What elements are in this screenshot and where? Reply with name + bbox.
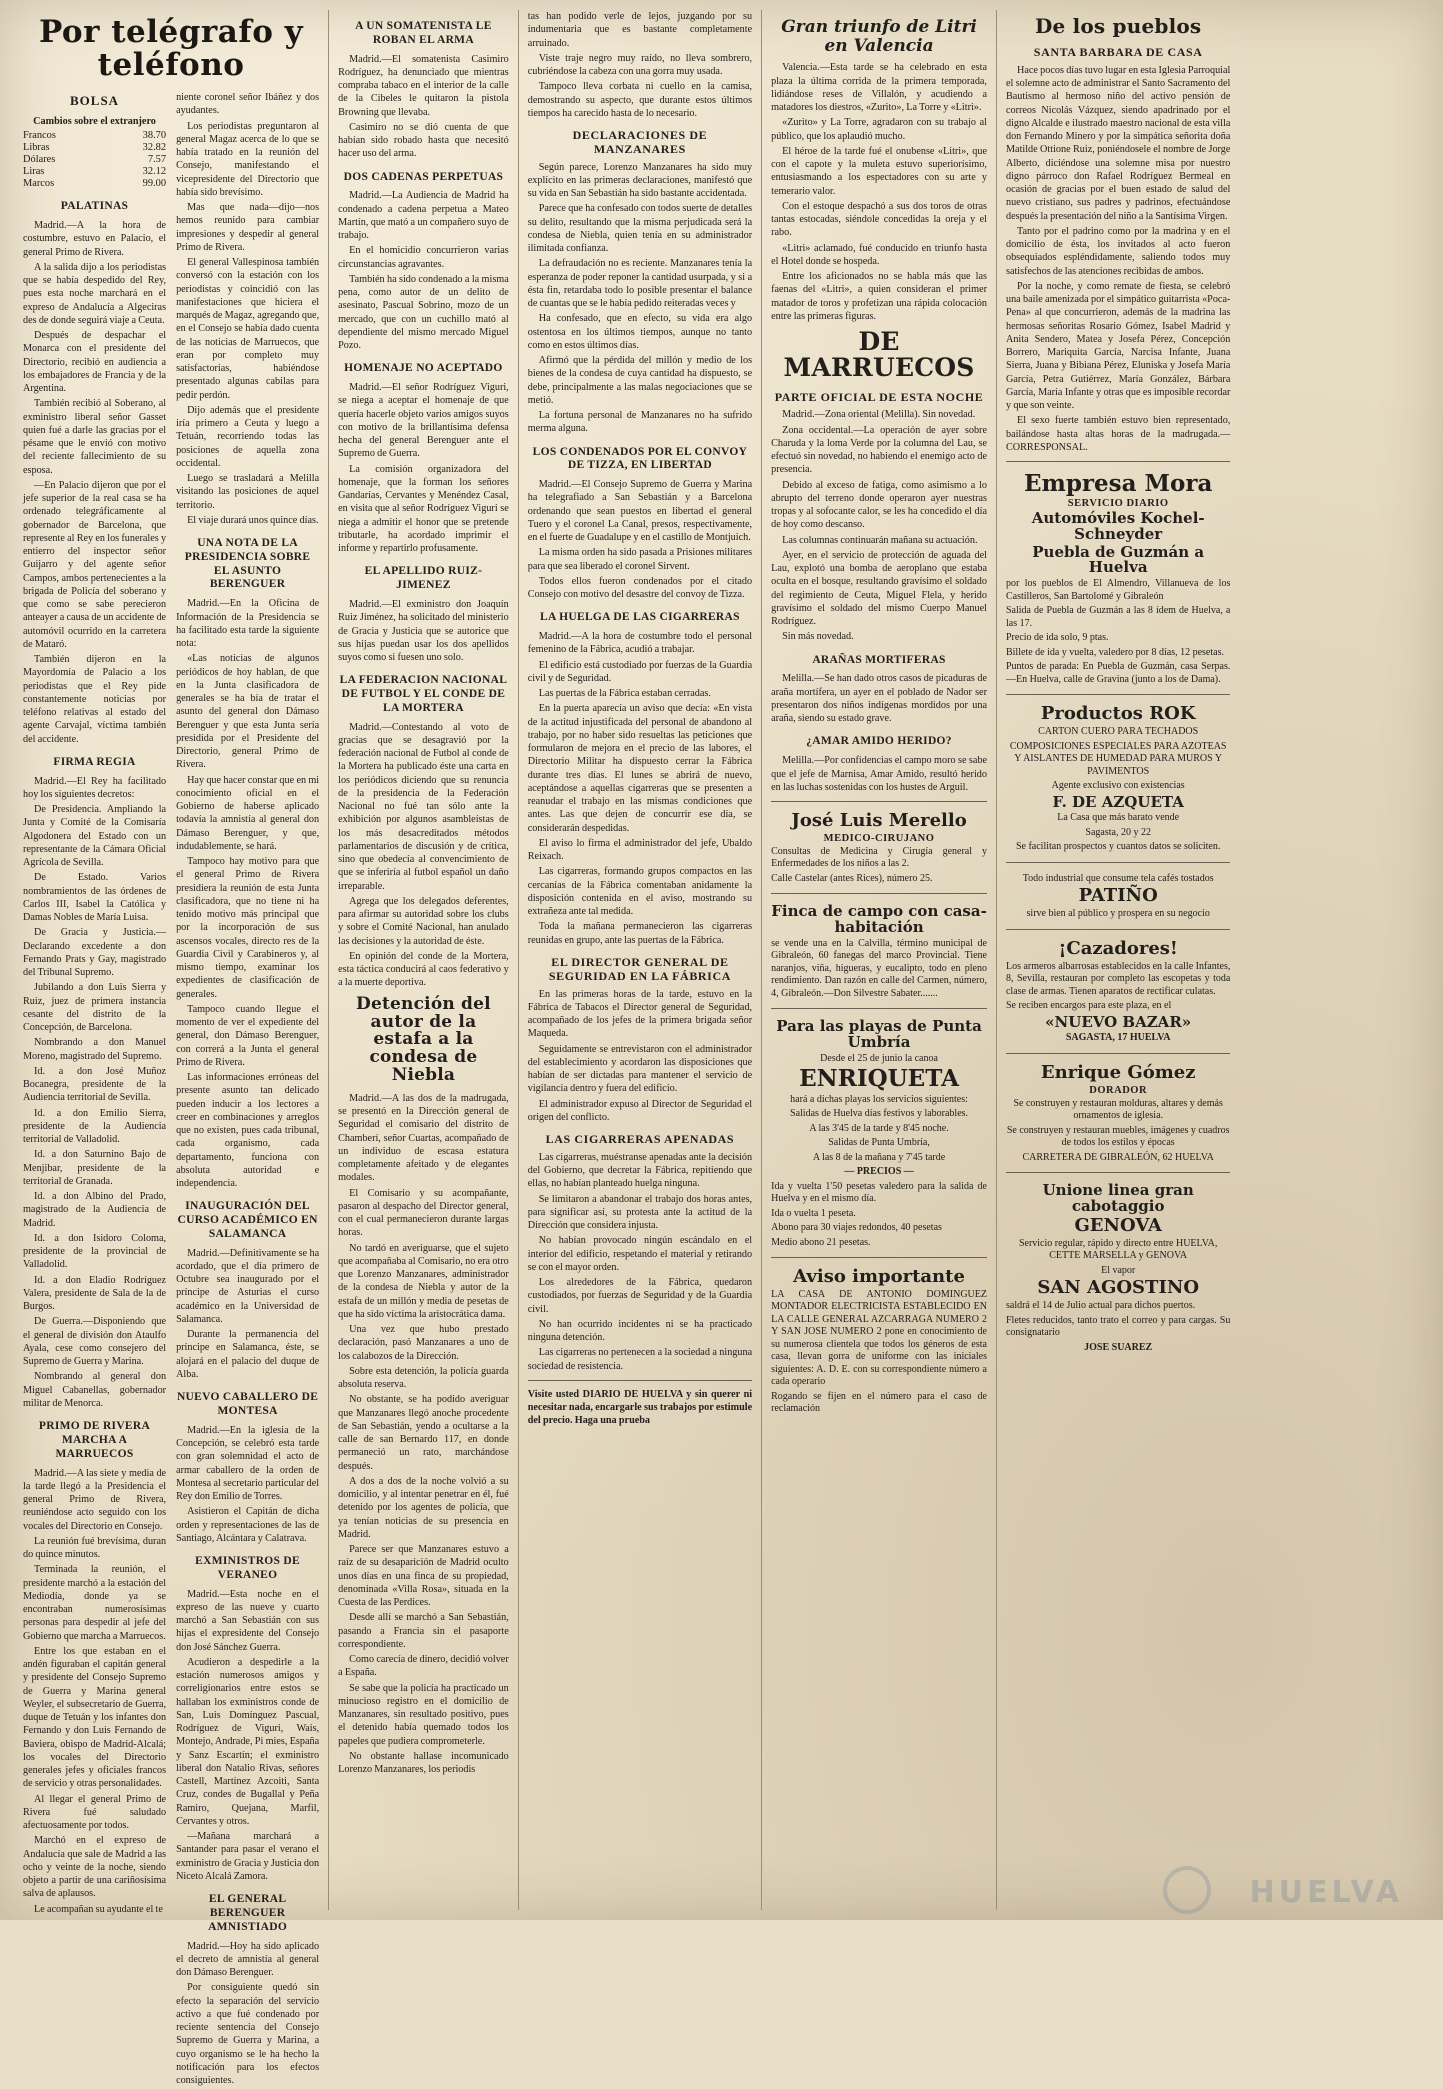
headline-santa-barbara: SANTA BARBARA DE CASA <box>1033 45 1203 59</box>
paragraph: «Zurito» y La Torre, agradaron con su trabajo al público, que los aplaudió mucho. <box>771 117 987 142</box>
paragraph: niente coronel señor Ibáñez y dos ayudantes. <box>176 92 320 117</box>
ad-line: Consultas de Medicina y Cirugía general y Enfermedades de los niños a las 2. <box>771 845 987 870</box>
paragraph: Madrid.—El Consejo Supremo de Guerra y Marina ha telegrafiado a San Sebastián y a Barcelona ordenando que sean puestos en libertad el general Tuero y el coronel La Canal, presos, respectivamente, en el fuerte de Guadalupe y en el castillo de Montjuich. <box>527 479 753 544</box>
ad-line: Servicio regular, rápido y directo entre HUELVA, CETTE MARSELLA y GENOVA <box>1018 1237 1218 1262</box>
paragraph: También ha sido condenado a la misma pena, como autor de un delito de asesinato, Pascual Sobrino, mozo de un mercado, que con un cuchillo mató al dependiente del mismo mercado Miguel Pozo. <box>338 273 509 352</box>
headline-amar-amido: ¿AMAR AMIDO HERIDO? <box>806 735 952 748</box>
paragraph: No tardó en averiguarse, que el sujeto que acompañaba al Comisario, no era otro que Lorenzo Manzanares, administrador de la condesa de Niebla y autor de la estafa de un millón y media de pesetas de que ha sido víctima la aristocrática dama. <box>338 1242 509 1320</box>
paragraph: La fortuna personal de Manzanares no ha sufrido merma alguna. <box>527 410 753 435</box>
paragraph: El aviso lo firma el administrador del jefe, Ubaldo Reixach. <box>527 837 753 863</box>
divider <box>1006 461 1230 462</box>
quote-name: Libras <box>23 142 50 154</box>
paragraph: Melilla.—Por confidencias el campo moro se sabe que el jefe de Marnisa, Amar Amido, resultó herido en las luchas sostenidas con los hustes de Arguil. <box>771 755 987 793</box>
paragraph: Las columnas continuarán mañana su actuación. <box>782 534 978 546</box>
paragraph: Madrid.—El señor Rodríguez Viguri, se niega a aceptar el homenaje de que quería hacerle objeto varios amigos suyos con motivo de la brillantísima defensa hecha del general Berenguer ante el Supremo de Guerra. <box>338 382 509 460</box>
headline-palatinas: PALATINAS <box>60 200 129 213</box>
paragraph: Madrid.—A las dos de la madrugada, se presentó en la Dirección general de Seguridad el comisario del distrito de Chamberí, señor Cuartas, acompañado de un individuo de escasa estatura completamente afeitado y de elegantes modales. <box>338 1092 509 1184</box>
divider <box>1006 694 1230 695</box>
paragraph: Viste traje negro muy raído, no lleva sombrero, cubriéndose la cabeza con una gorra muy usada. <box>527 52 753 77</box>
paragraph: También dijeron en la Mayordomía de Palacio a los periodistas que el Rey pide constantemente noticias por teléfono relativas al estado del agente Carvajal, víctima también del accidente. <box>23 654 167 745</box>
promo-text: Visite usted DIARIO DE HUELVA y sin querer ni necesitar nada, encargarle sus trabajos por estimule del precio. Haga una prueba <box>527 1388 753 1427</box>
ad-line: Rogando se fijen en el número para el caso de reclamación <box>771 1390 987 1415</box>
paragraph: En la puerta aparecía un aviso que decía: «En vista de la actitud injustificada del personal de abandono al trabajo, por no haber sido resueltas las peticiones que formularon de mejora en el precio de las labores, el Directorio Militar ha dispuesto cerrar la Fábrica durante tres días. El lunes se abrirá de nuevo, aceptándose a aquellas cigarreras que se presenten a reanudar el trabajo en las mismas condiciones que antes. Las que dejen de concurrir ese día, se considerarán despedidas. <box>527 703 753 834</box>
paragraph: Los alrededores de la Fábrica, quedaron custodiados, por fuerzas de Seguridad y de la Guardia civil. <box>527 1277 753 1315</box>
paragraph: Seguidamente se entrevistaron con el administrador del establecimiento y acordaron las disposiciones que habían de ser dictadas para mantener el servicio de vigilancia dentro y fuera del edificio. <box>527 1043 753 1095</box>
ad-subtitle: DORADOR <box>1089 1084 1148 1096</box>
paragraph: Tanto por el padrino como por la madrina y en el domicilio de ésta, los invitados al acto fueron obsequiados espléndidamente, saliendo todos muy satisfechos de las atenciones recibidas de ambos. <box>1005 225 1231 277</box>
ad-line: Agente exclusivo con existencias <box>1051 780 1185 792</box>
ad-finca-campo[interactable] <box>771 904 987 1000</box>
paragraph: Madrid.—Esta noche en el expreso de las nueve y cuarto marchó a San Sebastián con sus hijas el expresidente del Consejo don José Sánchez Guerra. <box>176 1588 320 1653</box>
paragraph: Asistieron el Capitán de dicha orden y representaciones de las de Santiago, Alcántara y Calatrava. <box>176 1506 320 1544</box>
ad-line: LA CASA DE ANTONIO DOMINGUEZ MONTADOR ELECTRICISTA ESTABLECIDO EN LA CALLE GENERAL AZCARRAGA NUMERO 2 Y SAN JOSE NUMERO 2 pone en conocimiento de su numerosa clientela que todos los géneros de esta casa, llevan gorra de uniforme con las iniciales siguientes: A. D. E. con su correspondiente número a cada operario <box>771 1288 987 1388</box>
paragraph: A dos a dos de la noche volvió a su domicilio, y al intentar penetrar en él, fué detenido por los agentes de policía, que ya tenían noticias de su presencia en Madrid. <box>338 1475 509 1540</box>
ad-agent: F. DE AZQUETA <box>1052 792 1184 811</box>
paragraph: Desde allí se marchó a San Sebastián, pasando a Francia sin el pasaporte correspondiente. <box>338 1612 509 1650</box>
ad-line: Automóviles Kochel-Schneyder <box>1031 509 1205 543</box>
paragraph: Id. a don Albino del Prado, magistrado de la Audiencia de Madrid. <box>23 1191 167 1229</box>
ad-line: El vapor <box>1101 1264 1136 1276</box>
paragraph: Nombrando a don Manuel Moreno, magistrado del Supremo. <box>23 1037 167 1062</box>
paragraph: Nombrando al general don Miguel Cabanellas, gobernador militar de Menorca. <box>23 1371 167 1409</box>
ad-line: por los pueblos de El Almendro, Villanueva de los Castilleros, San Bartolomé y Gibraleón <box>1005 578 1231 602</box>
paragraph: Madrid.—A las siete y media de la tarde llegó a la Presidencia el general Primo de Rivera, reuniéndose acto seguido con los vocales del Directorio en Consejo. <box>23 1467 167 1532</box>
paragraph: Id. a don Isidoro Coloma, presidente de la provincial de Valladolid. <box>23 1232 167 1271</box>
divider <box>771 893 987 894</box>
paragraph: Mas que nada—dijo—nos hemos reunido para cambiar impresiones y despedir al general Primo de Rivera. <box>176 202 320 253</box>
paragraph: Le acompañan su ayudante el te <box>34 1903 163 1915</box>
paragraph: Valencia.—Esta tarde se ha celebrado en esta plaza la última corrida de la primera temporada, lidiándose reses de Villalón, y acudiendo a matadores los diestros, «Zurito», La Torre y «Litri». <box>771 62 987 114</box>
ad-line: Salida de Puebla de Guzmán a las 8 ídem de Huelva, a las 17. <box>1005 605 1231 629</box>
paragraph: «Las noticias de algunos periódicos de hoy hablan, de que en la Junta clasificadora de generales se ha bía de tratar el asunto del general don Dámaso Berenguer y que esta Junta sería presidida por el Presidente del Directorio, general Primo de Rivera. <box>176 653 320 771</box>
paragraph: El general Vallespinosa también conversó con la estación con los periodistas y coincidió con las manifestaciones que hiciera el marqués de Magaz, agregando que, en el Consejo se había dado cuenta de las noticias de Marruecos, que eran por completo muy satisfactorias, habiéndose presentado algunas cabilas para pedir perdón. <box>176 257 320 401</box>
watermark-icon <box>1163 1866 1211 1914</box>
paragraph: Las informaciones erróneas del presente asunto tan delicado pueden inducir a los lectores a creer en combinaciones y arreglos que no existen, pues cada tribunal, cada organismo, cada departamento, funciona con absoluta autoridad e independencia. <box>176 1072 320 1190</box>
ad-line: Se construyen y restauran molduras, altares y demás ornamentos de iglesia. <box>1013 1097 1223 1122</box>
headline-de-los-pueblos: De los pueblos <box>1034 14 1202 38</box>
divider <box>1006 1053 1230 1054</box>
paragraph: Debido al exceso de fatiga, como asimismo a lo abrupto del terreno donde operaron ayer nuestras tropas y al sofocante calor, se les ha concedido el día de hoy como descanso. <box>771 479 987 531</box>
page-title: Por telégrafo y teléfono <box>38 14 304 83</box>
ad-line: Se construyen y restauran muebles, imágenes y cuadros de todos los estilos y épocas <box>1006 1124 1230 1149</box>
table-row <box>23 142 166 154</box>
table-row <box>23 154 166 166</box>
headline-federacion-futbol: LA FEDERACION NACIONAL DE FUTBOL Y EL CONDE DE LA MORTERA <box>339 674 508 714</box>
paragraph: Las puertas de la Fábrica estaban cerradas. <box>538 688 711 700</box>
ad-line: A las 8 de la mañana y 7'45 tarde <box>812 1151 946 1163</box>
paragraph: Ha confesado, que en efecto, su vida era algo ostentosa en los últimos tiempos, aunque no tanto como en estos últimos días. <box>527 313 753 351</box>
column-5 <box>761 10 996 1910</box>
ad-price: Ida y vuelta 1'50 pesetas valedero para la salida de Huelva y en el mismo día. <box>771 1180 987 1205</box>
paragraph: Según parece, Lorenzo Manzanares ha sido muy explícito en las primeras declaraciones, manifestó que su vida en San Sebastián ha sido bastante accidentada. <box>527 161 753 200</box>
paragraph: Id. a don Emilio Sierra, presidente de la Audiencia territorial de Valladolid. <box>23 1107 167 1146</box>
paragraph: Id. a don Saturnino Bajo de Menjibar, presidente de la territorial de Granada. <box>23 1149 167 1187</box>
quote-value: 7.57 <box>147 154 167 166</box>
table-row <box>23 130 166 142</box>
ad-port: GENOVA <box>1074 1214 1162 1236</box>
quote-value: 38.70 <box>142 130 167 142</box>
quote-name: Francos <box>23 130 56 142</box>
paragraph: Como carecía de dinero, decidió volver a España. <box>338 1654 509 1679</box>
ad-line: sirve bien al público y prospera en su negocio <box>1026 908 1210 920</box>
paragraph: Se sabe que la policía ha practicado un minucioso registro en el domicilio de Manzanares, sin resultado positivo, pues el detenido había quemado todos los papeles que pudiera comprometerle. <box>338 1682 509 1747</box>
ad-prices-title: — PRECIOS — <box>844 1166 914 1178</box>
ad-title: Unione linea gran cabotaggio <box>1042 1181 1194 1215</box>
headline-firma-regia: FIRMA REGIA <box>53 755 136 768</box>
ad-productos-rok[interactable] <box>1006 705 1230 854</box>
paragraph: —En Palacio dijeron que por el jefe superior de la real casa se ha ordenado telegráficamente al gobernador de Barcelona, que represente al Rey en los funerales y entierro del inspector señor Guijarro y del agente señor Campos, ambos pertenecientes a la brigada de Policía del soberano y que como se sabe perecieron anteayer a causa de un accidente de automóvil ocurrido en la carretera de Mataró. <box>23 479 167 650</box>
headline-somatenista: A UN SOMATENISTA LE ROBAN EL ARMA <box>355 20 492 46</box>
headline-declaraciones-manzanares: DECLARACIONES DE MANZANARES <box>572 128 708 156</box>
headline-homenaje: HOMENAJE NO ACEPTADO <box>344 362 503 375</box>
paragraph: No obstante, se ha podido averiguar que Manzanares llegó anoche procedente de San Sebastián, yendo a ocultarse a la calle de san Bernardo 117, en donde permaneció un rato, marchándose después. <box>338 1394 509 1472</box>
ad-price: Ida o vuelta 1 peseta. <box>771 1207 856 1219</box>
paragraph: Madrid.—Contestando al voto de gracias que se desagravió por la federación nacional de Futbol al conde de la Mortera ha publicado éste una carta en los periódicos diciendo que su renuncia de la presidencia de la Federación Nacional no fué tan sólo ante la exhibición por algunos asambleístas de los más desacreditados métodos parlamentarios de discusión y de crítica, sino que obedecía al convencimiento de que se inferiría al futbol español un daño irreparable. <box>338 721 509 892</box>
paragraph: Madrid.—Hoy ha sido aplicado el decreto de amnistía al general don Dámaso Berenguer. <box>176 1940 320 1978</box>
ad-line: hará a dichas playas los servicios siguientes: <box>790 1093 968 1105</box>
headline-apellido-ruiz-jimenez: EL APELLIDO RUIZ-JIMENEZ <box>364 565 483 592</box>
quote-value: 32.82 <box>142 142 167 154</box>
ad-subtitle: MEDICO-CIRUJANO <box>823 832 935 844</box>
ad-line: Puntos de parada: En Puebla de Guzmán, casa Serpas.—En Huelva, calle de Gravina (junto a los de Dama). <box>1005 661 1231 685</box>
ad-line: Los armeros albarrosas establecidos en la calle Infantes, 8, Sevilla, restauran por completo las escopetas y toda clase de armas. Tienen aparatos de rectificar culatas. <box>1005 960 1231 997</box>
paragraph: No obstante hallase incomunicado Lorenzo Manzanares, los periodis <box>338 1750 509 1776</box>
bolsa-subtitle: Cambios sobre el extranjero <box>33 116 156 128</box>
headline-nota-presidencia: UNA NOTA DE LA PRESIDENCIA SOBRE EL ASUNTO BERENGUER <box>184 537 311 591</box>
ad-title: Finca de campo con casa-habitación <box>771 902 987 937</box>
paragraph: Se limitaron a abandonar el trabajo dos horas antes, para significar así, su protesta ante la actitud de la Dirección que considera injusta. <box>527 1193 753 1232</box>
col1-split <box>23 91 319 2089</box>
paragraph: Melilla.—Se han dado otros casos de picaduras de araña mortífera, un ayer en el poblado de Nador ser presentaron dos niños indígenas mordidos por una araña, siendo su estado grave. <box>771 673 987 725</box>
ad-title: Empresa Mora <box>1023 470 1213 498</box>
table-row <box>23 178 166 190</box>
col1-right <box>176 91 319 2089</box>
ad-line: Salidas de Punta Umbría, <box>828 1137 930 1149</box>
paragraph: Dijo además que el presidente iría primero a Ceuta y luego a Tetuán, recorriendo todas las posiciones de aquella zona occidental. <box>176 404 320 469</box>
paragraph: Por la noche, y como remate de fiesta, se celebró una baile amenizada por el simpático guitarrista «Poca-Pena» al que concurrieron, además de la madrina las hermosas señoritas Rosario Gómez, Isabel Madrid y Anita Sendero, Matea y Josefa Pérez, Concepción Borrero, Mariquita García, Narcisa Infante, Juana Sierra, Juana y Bibiana Pérez, Eluniska y Josefa María García, Petra Gutiérrez, María González, Bárbara García, María Infante y otras que es imposible recordar y que son veinte. <box>1005 280 1231 412</box>
paragraph: Casimiro no se dió cuenta de que habían sido robado hasta que necesitó hacer uso del arma. <box>338 121 509 160</box>
paragraph: Madrid.—La Audiencia de Madrid ha condenado a cadena perpetua a Mateo Martín, que mató a un compañero suyo de trabajo. <box>338 190 509 242</box>
ad-boat-name: ENRIQUETA <box>799 1065 959 1093</box>
column-4 <box>518 10 761 1910</box>
paragraph: tas han podido verle de lejos, juzgando por su indumentaria que es bastante completamente arruinado. <box>527 11 753 49</box>
headline-cadenas-perpetuas: DOS CADENAS PERPETUAS <box>343 170 504 183</box>
paragraph: En el homicidio concurrieron varias circunstancias agravantes. <box>338 245 509 270</box>
ad-cazadores[interactable] <box>1005 937 1231 1045</box>
quote-name: Marcos <box>23 178 55 190</box>
paragraph: Las cigarreras no pertenecen a la sociedad a ninguna sociedad de resistencia. <box>527 1347 753 1372</box>
paragraph: Las cigarreras, muéstranse apenadas ante la decisión del Gobierno, que decretar la Fábrica, repitiendo que ellas, no habían planteado huelga ninguna. <box>527 1151 753 1190</box>
headline-director-seguridad: EL DIRECTOR GENERAL DE SEGURIDAD EN LA FÁBRICA <box>548 954 731 983</box>
paragraph: —Mañana marchará a Santander para pasar el verano el exministro de Gracia y Justicia don Niceto Alcalá Zamora. <box>176 1831 320 1882</box>
paragraph: De Presidencia. Ampliando la Junta y Comité de la Comisaría Algodonera del Estado con un representante de la Cámara Oficial Agrícola de Sevilla. <box>23 804 167 869</box>
paragraph: La misma orden ha sido pasada a Prisiones militares para que sea liberado el coronel Sirvent. <box>527 547 753 572</box>
divider <box>1006 929 1230 930</box>
paragraph: No habían provocado ningún escándalo en el interior del edificio, respetando el material y retirando se con el mayor orden. <box>527 1235 753 1273</box>
divider <box>1006 1172 1230 1173</box>
paragraph: Madrid.—A la hora de costumbre todo el personal femenino de la Fábrica, acudió a trabajar. <box>527 631 753 656</box>
paragraph: Madrid.—A la hora de costumbre, estuvo en Palacio, el general Primo de Rivera. <box>23 220 167 258</box>
paragraph: Al llegar el general Primo de Rivera fué saludado afectuosamente por todos. <box>23 1793 167 1832</box>
ad-line: A las 3'45 de la tarde y 8'45 noche. <box>809 1122 949 1134</box>
paragraph: Hay que hacer constar que en mi conocimiento oficial en el Gobierno de haberse aplicado todavía la amnistía al general don Dámaso Berenguer, y que, indudablemente, se hará. <box>176 774 320 852</box>
headline-primo-de-rivera: PRIMO DE RIVERA MARCHA A MARRUECOS <box>38 1420 151 1460</box>
quote-name: Liras <box>23 166 45 178</box>
divider <box>771 1257 987 1258</box>
paragraph: Madrid.—Definitivamente se ha acordado, que el día primero de Octubre sea inaugurado por el príncipe de Asturias el curso académico en la Universidad de Salamanca. <box>176 1247 320 1325</box>
bolsa-table <box>23 130 166 190</box>
paragraph: Madrid.—El Rey ha facilitado hoy los siguientes decretos: <box>23 775 167 800</box>
quote-name: Dólares <box>23 154 56 166</box>
ad-title: Aviso importante <box>793 1266 965 1288</box>
paragraph: Acudieron a despedirle a la estación numerosos amigos y correligionarios entre estos se hallaban los exministros conde de San, Luis Domínguez Pascual, Rodríguez de Viguri, Wais, Montejo, Andrade, Pi mies, España y Sanz Escartín; el exministro liberal don Natalio Rivas, señores Castell, Martínez Azcoiti, Santa Cruz, condes de Bugallal y Peña Ramiro, Quejana, Marfil, Cervantes y otros. <box>176 1656 320 1827</box>
ad-line: CARRETERA DE GIBRALEÓN, 62 HUELVA <box>1022 1151 1214 1163</box>
ad-title: Enrique Gómez <box>1040 1061 1196 1083</box>
paragraph: Entre los que estaban en el andén figuraban el capitán general y presidente del Consejo Supremo de Guerra y Marina general Weyler, el subsecretario de Guerra, duque de Tetuán y los infantes don Fernando y don Luis Fernando de Baviera, obispo de Madrid-Alcalá; los vocales del Directorio generales jefes y oficiales francos de servicio y otras personalidades. <box>23 1645 167 1790</box>
paragraph: Parece que ha confesado con todos suerte de detalles su delito, resultando que la misma perjudicada será la condesa de Niebla, quien tenía en su administrador ilimitada confianza. <box>527 203 753 255</box>
paragraph: Tampoco lleva corbata ni cuello en la camisa, demostrando su aspecto, que durante estos últimos tiempos ha carecido hasta de lo necesario. <box>527 81 753 119</box>
paragraph: Ayer, en el servicio de protección de aguada del Lau, explotó una bomba de aeroplano que estaba oculta en el bosque, resultando gravísimo el soldado del regimiento de Ceuta, Miguel Flela, y herido gravísimo el soldado del mismo Cuerpo Manuel Rodríguez. <box>771 549 987 628</box>
paragraph: Todos ellos fueron condenados por el citado Consejo con motivo del desastre del convoy de Tizza. <box>527 575 753 601</box>
headline-inauguracion-curso: INAUGURACIÓN DEL CURSO ACADÉMICO EN SALAMANCA <box>177 1200 318 1240</box>
paragraph: Jubilando a don Luis Sierra y Ruiz, juez de primera instancia cesante del distrito de la Concepción, de Barcelona. <box>23 982 167 1034</box>
ad-playas-punta-umbria[interactable] <box>771 1019 987 1249</box>
paragraph: De Estado. Varios nombramientos de las órdenes de Carlos III, Isabel la Católica y Damas Nobles de María Luisa. <box>23 872 167 924</box>
headline-de-marruecos: DE MARRUECOS <box>783 327 975 383</box>
paragraph: El edificio está custodiado por fuerzas de la Guardia civil y de Seguridad. <box>527 659 753 684</box>
headline-litri-valencia: Gran triunfo de Litri en Valencia <box>781 17 977 56</box>
ad-cabotaje-genova[interactable] <box>1006 1183 1230 1354</box>
ad-line: La Casa que más barato vende <box>1057 812 1180 824</box>
paragraph: La defraudación no es reciente. Manzanares tenía la esperanza de poder reponer la cantidad usurpada, y si a ésta fin, retardaba todo lo posible presentar el balance de cuantas que se le había pedido reiteradas veces y <box>527 258 753 310</box>
paragraph: Id. a don Eladio Rodríguez Valera, presidente de Sala de la de Burgos. <box>23 1274 167 1313</box>
ad-price: Medio abono 21 pesetas. <box>771 1236 871 1248</box>
headline-aranas-mortiferas: ARAÑAS MORTIFERAS <box>812 653 946 666</box>
watermark-text: HUELVA <box>1249 1875 1403 1910</box>
paragraph: Id. a don José Muñoz Bocanegra, presidente de la Audiencia territorial de Sevilla. <box>23 1065 167 1104</box>
paragraph: Durante la permanencia del príncipe en Salamanca, éste, se alojará en el palacio del duque de Alba. <box>176 1329 320 1380</box>
table-row <box>23 166 166 178</box>
paragraph: La comisión organizadora del homenaje, que la forman los señores Gandarías, Cervantes y Menéndez Casal, en visita que al señor Rodríguez Viguri se niega a admitir el honor que se pretende tributarle, ha acordado imprimir el informe y repartirlo profusamente. <box>338 463 509 555</box>
ad-patino[interactable] <box>1006 873 1230 921</box>
ad-enrique-gomez[interactable] <box>1006 1061 1230 1164</box>
ad-line: JOSE SUAREZ <box>1084 1341 1153 1353</box>
headline-exministros-veraneo: EXMINISTROS DE VERANEO <box>195 1555 301 1581</box>
quote-value: 32.12 <box>142 166 167 178</box>
paragraph: El Comisario y su acompañante, pasaron al despacho del Director general, con el cual permanecieron durante largas horas. <box>338 1187 509 1239</box>
paragraph: Parece ser que Manzanares estuvo a raíz de su desaparición de Madrid oculto unos días en una finca de su propiedad, denominada «Villa Rosa», situada en la Cuesta de las Perdices. <box>338 1544 509 1609</box>
paragraph: A la salida dijo a los periodistas que se había despedido del Rey, pues esta noche marchará en el expreso de Andalucía a Algeciras des de donde seguirá viaje a Ceuta. <box>23 261 167 326</box>
divider <box>771 1008 987 1009</box>
column-6 <box>996 10 1239 1910</box>
ad-line: Se facilitan prospectos y cuantos datos se soliciten. <box>1015 841 1221 853</box>
paragraph: Madrid.—Zona oriental (Melilla). Sin novedad. <box>782 409 976 421</box>
ad-title: José Luis Merello <box>791 810 967 832</box>
paragraph: «Litri» aclamado, fué conducido en triunfo hasta el Hotel donde se hospeda. <box>771 242 987 267</box>
headline-cigarreras-apenadas: LAS CIGARRERAS APENADAS <box>545 1132 735 1147</box>
section-title-bolsa: BOLSA <box>69 93 120 109</box>
ad-empresa-mora[interactable] <box>1006 472 1230 686</box>
ad-line: saldrá el 14 de Julio actual para dichos puertos. <box>1005 1300 1196 1312</box>
paragraph: Los periodistas preguntaron al general Magaz acerca de lo que se había tratado en la reunión del Consejo, manifestando el vicepresidente del Directorio que había sido brevísimo. <box>176 120 320 198</box>
headline-condenados-tizza: LOS CONDENADOS POR EL CONVOY DE TIZZA, EN LIBERTAD <box>532 445 748 472</box>
paragraph: De Guerra.—Disponiendo que el general de división don Ataulfo Ayala, cese como consejero del Supremo de Guerra y Marina. <box>23 1316 167 1368</box>
ad-line: Precio de ida solo, 9 ptas. <box>1005 632 1109 644</box>
paragraph: El sexo fuerte también estuvo bien representado, bailándose hasta altas horas de la madrugada.—CORRESPONSAL. <box>1005 415 1231 453</box>
ad-line: CARTON CUERO PARA TECHADOS <box>1038 726 1199 738</box>
ad-store-name: «NUEVO BAZAR» <box>1045 1012 1192 1031</box>
ad-title: PATIÑO <box>1078 885 1158 907</box>
headline-huelga-cigarreras: LA HUELGA DE LAS CIGARRERAS <box>540 611 740 624</box>
ad-title: ¡Cazadores! <box>1058 937 1178 959</box>
ad-route: Puebla de Guzmán a Huelva <box>1032 542 1205 577</box>
ad-ship-name: SAN AGOSTINO <box>1037 1277 1199 1299</box>
column-1 <box>14 10 328 2086</box>
paragraph: De Gracia y Justicia.—Declarando excedente a don Fernando Prats y Gay, magistrado del Tribunal Supremo. <box>23 927 167 979</box>
ad-line: Salidas de Huelva días festivos y laborables. <box>790 1108 969 1120</box>
ad-line: Fletes reducidos, tanto trato el correo y para cargas. Su consignatario <box>1005 1314 1231 1339</box>
ad-line: Calle Castelar (antes Rices), número 25. <box>771 872 933 884</box>
paragraph: Madrid.—En la iglesia de la Concepción, se celebró esta tarde con gran solemnidad el acto de armar caballero de la orden de Montesa al secretario particular del Rey don Emilio de Torres. <box>176 1424 320 1503</box>
ad-title: Productos ROK <box>1040 703 1196 725</box>
paragraph: Tampoco cuando llegue el momento de ver el expediente del general, don Dámaso Berenguer, con correrá a la Junta el general Primo de Rivera. <box>176 1003 320 1068</box>
ad-line: Se reciben encargos para este plaza, en el <box>1005 1000 1172 1012</box>
paragraph: Con el estoque despachó a sus dos toros de otras tantas estocadas, siéndole concedidas la oreja y el rabo. <box>771 200 987 239</box>
ad-line: COMPOSICIONES ESPECIALES PARA AZOTEAS Y AISLANTES DE HUMEDAD PARA MUROS Y PAVIMENTOS <box>1009 740 1227 777</box>
paragraph: El héroe de la tarde fué el onubense «Litri», que con el capote y la muleta estuvo superiorísimo, entusiasmando a los espectadores con su arte y temerario valor. <box>771 145 987 197</box>
ad-line: Desde el 25 de junio la canoa <box>820 1052 938 1064</box>
paragraph: Tampoco hay motivo para que el general Primo de Rivera presidiera la reunión de esta Junta clasificadora, que no tiene ni ha tenido motivo más principal que por la incorporación de sus ascensos vocales, directo res de la Guardia Civil y Carabineros y, al mismo tiempo, examinar los expedientes de clasificación de generales. <box>176 856 320 1000</box>
paragraph: El viaje durará unos quince días. <box>187 514 319 526</box>
paragraph: Sin más novedad. <box>782 631 854 643</box>
headline-berenguer-amnistiado: EL GENERAL BERENGUER AMNISTIADO <box>208 1893 288 1933</box>
paragraph: Las cigarreras, formando grupos compactos en las cercanías de la Fábrica comentaban anidamente la disposición contenida en el aviso, mostrando su extrañeza ante tal medida. <box>527 866 753 918</box>
ad-merello[interactable] <box>771 812 987 885</box>
paragraph: Por consiguiente quedó sin efecto la separación del servicio activo a que fué condenado por reciente sentencia del Consejo Supremo de Guerra y Marina, a cuyo organismo se le ha hecho la notificación para los efectos consiguientes. <box>176 1982 320 2086</box>
ad-subtitle: SERVICIO DIARIO <box>1067 498 1169 510</box>
paragraph: Afirmó que la pérdida del millón y medio de los bienes de la condesa de cuya cantidad ha dispuesto, se debe, principalmente a las malas negociaciones que se metió. <box>527 355 753 406</box>
paragraph: Marchó en el expreso de Andalucía que sale de Madrid a las ocho y veinte de la noche, siendo objeto a partir de una cariñosísima salva de aplausos. <box>23 1835 167 1900</box>
paragraph: Luego se trasladará a Melilla visitando las posiciones de aquel territorio. <box>176 473 320 511</box>
ad-line: se vende una en la Calvilla, término municipal de Gibraleón, 60 fanegas del marco Provincial. Tiene naranjos, viña, higueras, y eucalipto, todo en pleno rendimiento. Dan razón en calle del Carmen, número, 4, Gibraleón.—Don Silvestre Sabater....... <box>771 937 987 999</box>
paragraph: No han ocurrido incidentes ni se ha practicado ninguna detención. <box>527 1318 753 1344</box>
column-3 <box>328 10 518 1910</box>
divider <box>771 801 987 802</box>
paragraph: El administrador expuso al Director de Seguridad el origen del conflicto. <box>527 1098 753 1123</box>
paragraph: Hace pocos días tuvo lugar en esta Iglesia Parroquial el solemne acto de administrar el Santo Sacramento del Bautismo al hermoso niño del activo pensión de correos Nicolás Vázquez, siendo apadrinado por el digno Alcalde e ilustrado maestro nacional de esta villa don Fernando Minero y por la simpática señorita doña Matilde Ottione Ruiz, poniéndosele el nombre de Jorge Alberto, diciéndose una solemne misa por nuestro digno párroco don Rafael Rodríguez Bermeal en ocasión de gracias por el buen estado de salud del nuevo cristiano, sus padres y padrinos, efectuándose después la presentación del niño a la Santísima Virgen. <box>1005 64 1231 222</box>
paragraph: Sobre esta detención, la policía guarda absoluta reserva. <box>338 1365 509 1391</box>
quote-value: 99.00 <box>142 178 167 190</box>
paragraph: En opinión del conde de la Mortera, esta táctica conducirá al caos federativo y a la muerte deportiva. <box>338 950 509 989</box>
paragraph: También recibió al Soberano, al exministro liberal señor Gasset quien fué a darle las gracias por el pésame que le envió con motivo del reciente fallecimiento de su esposa. <box>23 398 167 476</box>
paragraph: Madrid.—El exministro don Joaquín Ruiz Jiménez, ha solicitado del ministerio de Gracia y Justicia que se autorice que sus hijas puedan usar los dos apellidos suyos como si fuesen uno solo. <box>338 599 509 664</box>
headline-detencion-estafa: Detención del autor de la estafa a la condesa de Niebla <box>356 993 491 1086</box>
paragraph: Después de despachar el Monarca con el presidente del Directorio, recibió en audiencia a los embajadores de Francia y de la Argentina. <box>23 330 167 395</box>
divider <box>1006 862 1230 863</box>
ad-line: Todo industrial que consume tela cafés tostados <box>1022 872 1214 884</box>
ad-line: SAGASTA, 17 HUELVA <box>1065 1032 1171 1044</box>
paragraph: Madrid.—El somatenista Casimiro Rodríguez, ha denunciado que mientras compraba tabaco en el interior de la calle de la Cibeles le quitaron la pistola Browning que llevaba. <box>338 53 509 118</box>
paragraph: Toda la mañana permanecieron las cigarreras reunidas en grupo, ante las puertas de la Fábrica. <box>527 921 753 946</box>
headline-nuevo-caballero: NUEVO CABALLERO DE MONTESA <box>176 1391 319 1417</box>
divider <box>528 1380 752 1381</box>
headline-parte-oficial: PARTE OFICIAL DE ESTA NOCHE <box>774 389 984 404</box>
paragraph: Agrega que los delegados deferentes, para afirmar su autoridad sobre los clubs y sobre el Comité Nacional, han anulado las decisiones y la autoridad de éste. <box>338 895 509 947</box>
paragraph: La reunión fué brevísima, duran do quince minutos. <box>23 1535 167 1561</box>
ad-price: Abono para 30 viajes redondos, 40 pesetas <box>771 1222 942 1234</box>
ad-title: Para las playas de Punta Umbría <box>776 1017 982 1052</box>
paragraph: Madrid.—En la Oficina de Información de la Presidencia se ha facilitado esta tarde la siguiente nota: <box>176 598 320 650</box>
paragraph: Terminada la reunión, el presidente marchó a la estación del Mediodía, donde ya se encontraban numerosísimas personas para despedir al jefe del Gobierno que marcha a Marruecos. <box>23 1564 167 1642</box>
ad-line: Sagasta, 20 y 22 <box>1085 826 1151 838</box>
paragraph: Una vez que hubo prestado declaración, pasó Manzanares a uno de los calabozos de la Dirección. <box>338 1324 509 1362</box>
columns-container <box>14 10 1429 2086</box>
ad-aviso-importante[interactable] <box>771 1268 987 1416</box>
ad-line: Billete de ida y vuelta, valedero por 8 días, 12 pesetas. <box>1005 646 1224 658</box>
paragraph: Entre los aficionados no se habla más que las faenas del «Litri», a quien consideran el primer matador de toros y profetizan una rápida colocación entre las primeras figuras. <box>771 271 987 322</box>
paragraph: En las primeras horas de la tarde, estuvo en la Fábrica de Tabacos el Director general de Seguridad, acompañado de los jefes de la primera brigada señor Maqueda. <box>527 988 753 1040</box>
paragraph: Zona occidental.—La operación de ayer sobre Charuda y la loma Verde por la columna del Lau, se efectuó sin novedad, no habiendo el enemigo acto de presencia. <box>771 424 987 476</box>
col1-left <box>23 91 166 2089</box>
